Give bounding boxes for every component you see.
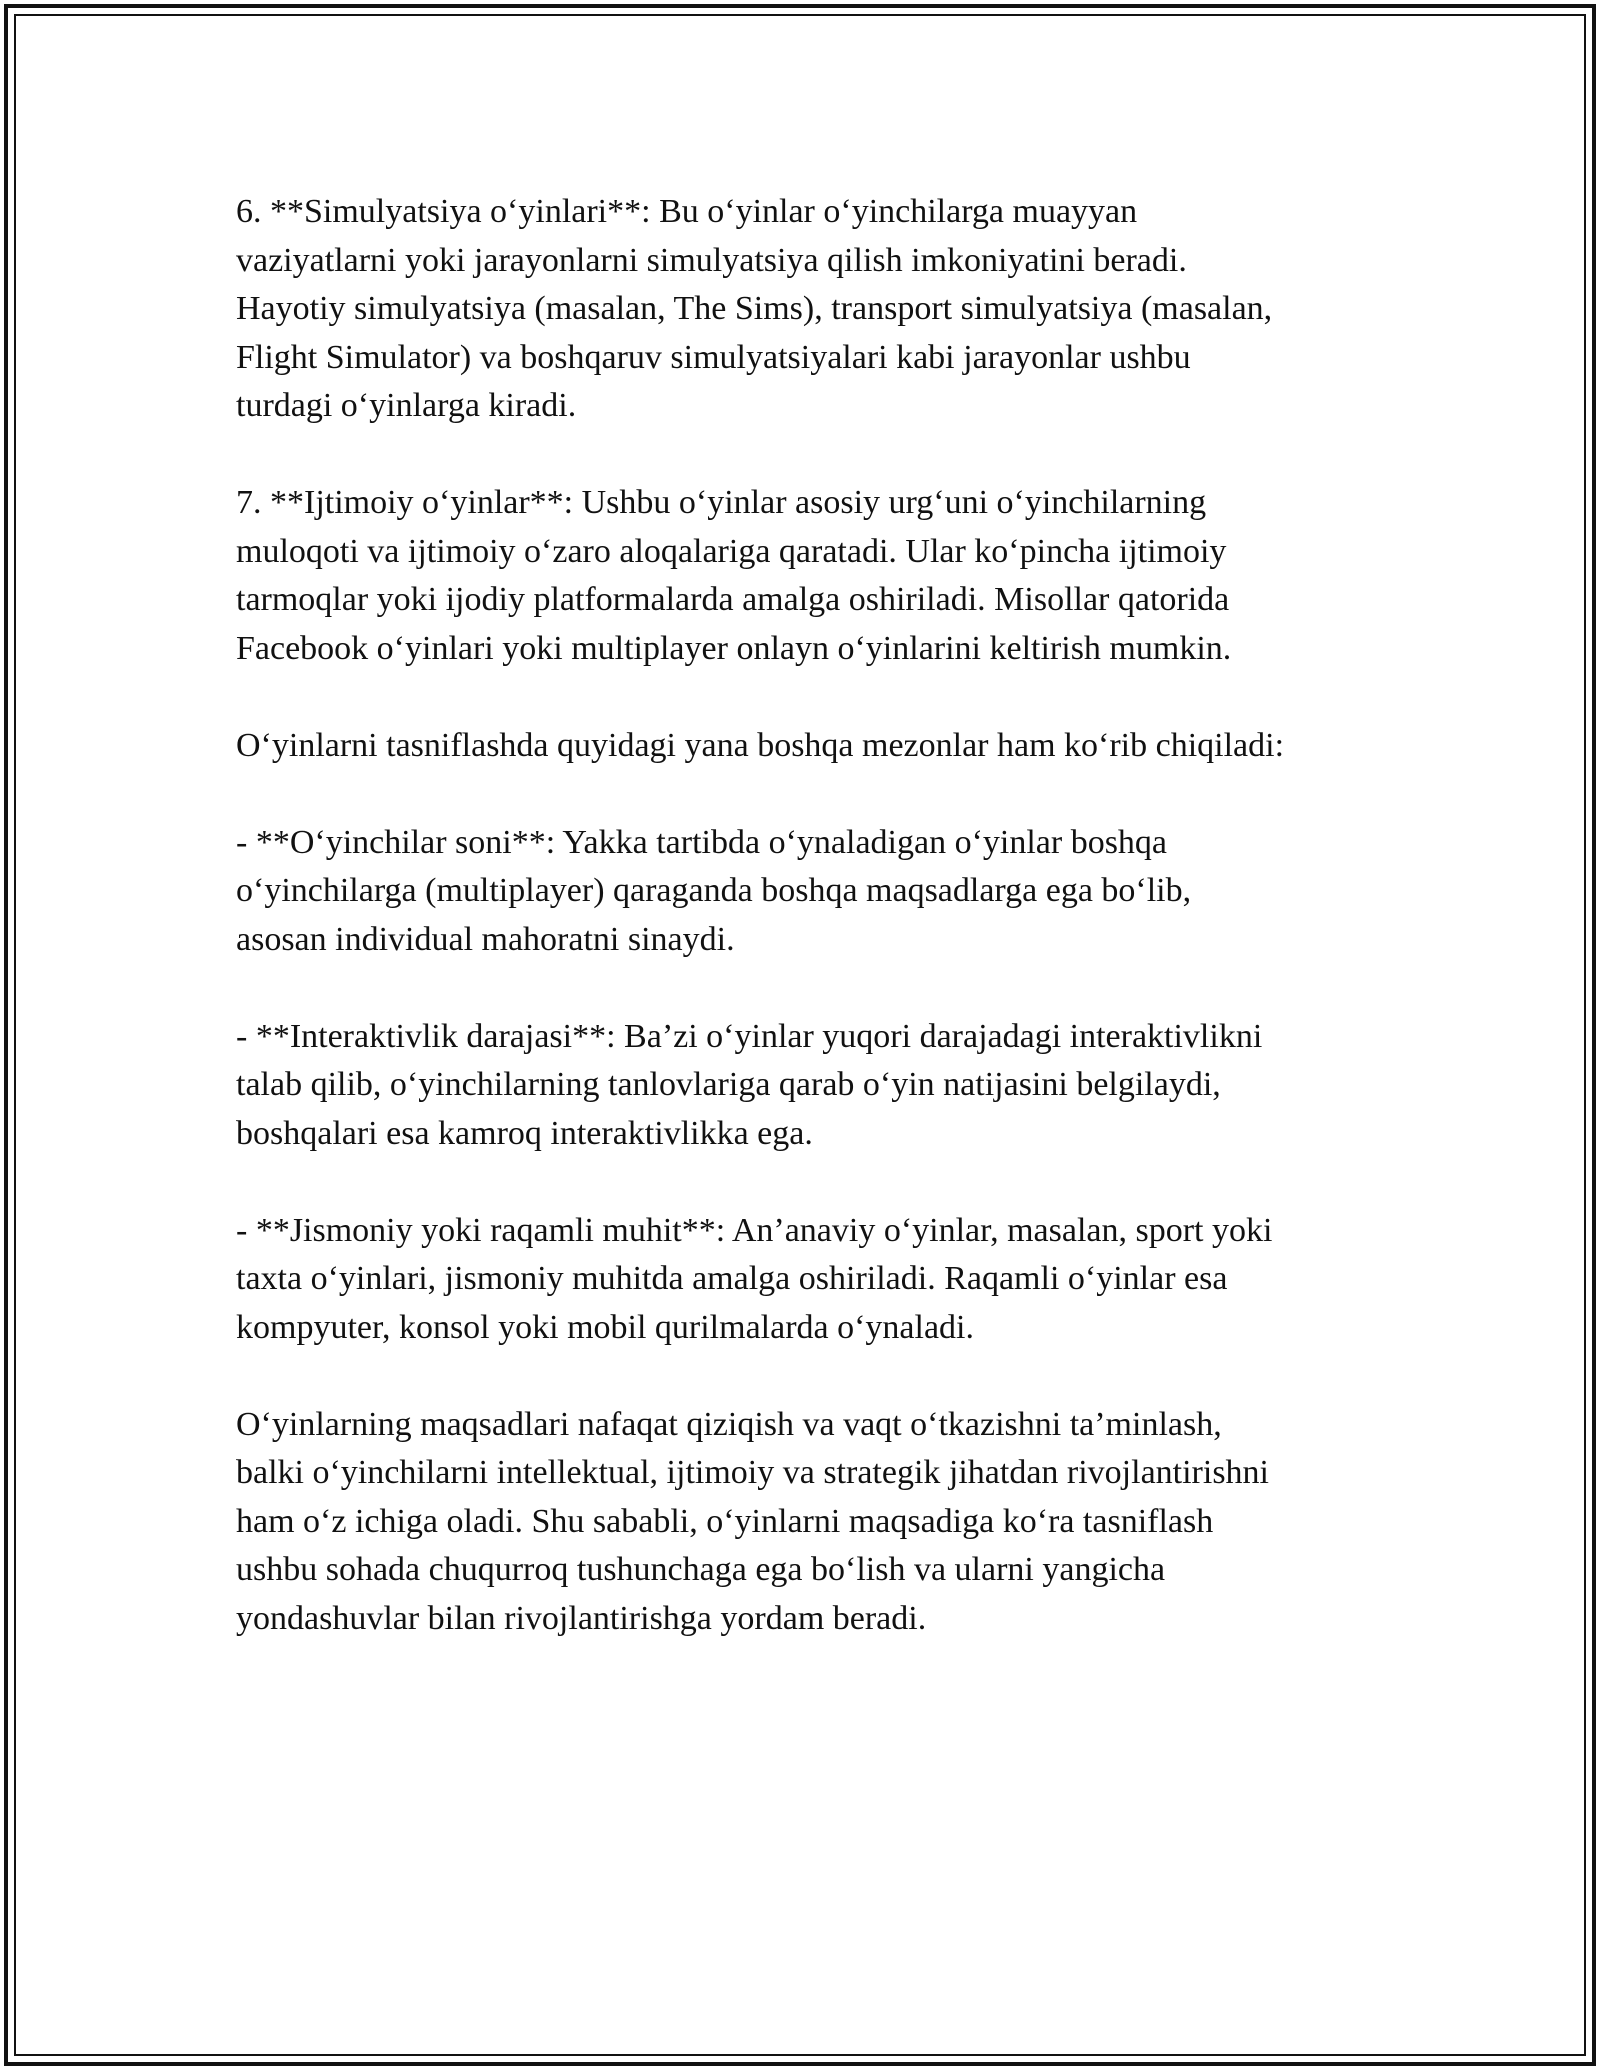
text-line: o‘yinchilarga (multiplayer) qaraganda boshqa maqsadlarga ega bo‘lib, bbox=[236, 872, 1192, 909]
text-line: turdagi o‘yinlarga kiradi. bbox=[236, 387, 577, 424]
paragraph bbox=[236, 188, 1386, 431]
text-line: yondashuvlar bilan rivojlantirishga yordam beradi. bbox=[236, 1599, 927, 1637]
text-line: O‘yinlarning maqsadlari nafaqat qiziqish va vaqt o‘tkazishni ta’minlash, bbox=[236, 1405, 1222, 1443]
paragraph bbox=[236, 819, 1386, 965]
text-line: O‘yinlarni tasniflashda quyidagi yana boshqa mezonlar ham ko‘rib chiqiladi: bbox=[236, 726, 1285, 764]
text-line: muloqoti va ijtimoiy o‘zaro aloqalariga qaratadi. Ular ko‘pincha ijtimoiy bbox=[236, 532, 1227, 570]
text-line: Flight Simulator) va boshqaruv simulyatsiyalari kabi jarayonlar ushbu bbox=[236, 338, 1191, 376]
text-line: 6. **Simulyatsiya o‘yinlari**: Bu o‘yinlar o‘yinchilarga muayyan bbox=[236, 193, 1138, 230]
paragraph bbox=[236, 479, 1386, 673]
paragraph bbox=[236, 1401, 1386, 1644]
text-line: Hayotiy simulyatsiya (masalan, The Sims), transport simulyatsiya (masalan, bbox=[236, 290, 1273, 327]
paragraph bbox=[236, 1013, 1386, 1159]
text-line: 7. **Ijtimoiy o‘yinlar**: Ushbu o‘yinlar asosiy urg‘uni o‘yinchilarning bbox=[236, 484, 1207, 521]
text-line: tarmoqlar yoki ijodiy platformalarda amalga oshiriladi. Misollar qatorida bbox=[236, 581, 1230, 618]
text-line: talab qilib, o‘yinchilarning tanlovlariga qarab o‘yin natijasini belgilaydi, bbox=[236, 1066, 1221, 1103]
text-line: balki o‘yinchilarni intellektual, ijtimoiy va strategik jihatdan rivojlantirishni bbox=[236, 1454, 1269, 1491]
text-line: asosan individual mahoratni sinaydi. bbox=[236, 920, 735, 958]
paragraph bbox=[236, 1207, 1386, 1353]
document-body bbox=[236, 188, 1386, 1692]
text-line: ushbu sohada chuqurroq tushunchaga ega bo‘lish va ularni yangicha bbox=[236, 1551, 1166, 1588]
text-line: vaziyatlarni yoki jarayonlarni simulyatsiya qilish imkoniyatini beradi. bbox=[236, 241, 1187, 279]
text-line: boshqalari esa kamroq interaktivlikka ega. bbox=[236, 1114, 813, 1152]
text-line: Facebook o‘yinlari yoki multiplayer onlayn o‘yinlarini keltirish mumkin. bbox=[236, 629, 1232, 667]
text-line: taxta o‘yinlari, jismoniy muhitda amalga oshiriladi. Raqamli o‘yinlar esa bbox=[236, 1260, 1228, 1297]
text-line: - **O‘yinchilar soni**: Yakka tartibda o‘ynaladigan o‘yinlar boshqa bbox=[236, 823, 1168, 861]
text-line: ham o‘z ichiga oladi. Shu sababli, o‘yinlarni maqsadiga ko‘ra tasniflash bbox=[236, 1502, 1214, 1540]
text-line: - **Jismoniy yoki raqamli muhit**: An’anaviy o‘yinlar, masalan, sport yoki bbox=[236, 1211, 1273, 1249]
paragraph bbox=[236, 722, 1386, 771]
text-line: kompyuter, konsol yoki mobil qurilmalarda o‘ynaladi. bbox=[236, 1308, 975, 1346]
text-line: - **Interaktivlik darajasi**: Ba’zi o‘yinlar yuqori darajadagi interaktivlikni bbox=[236, 1017, 1263, 1055]
